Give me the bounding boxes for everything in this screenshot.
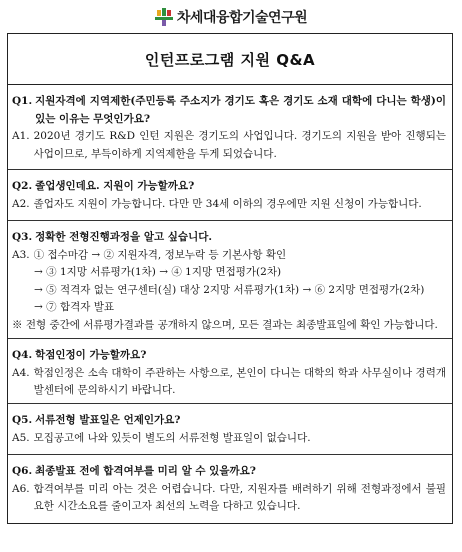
question-text: 서류전형 발표일은 언제인가요? (35, 414, 181, 426)
answer-text: 모집공고에 나와 있듯이 별도의 서류전형 발표일이 없습니다. (33, 431, 311, 444)
qa-item-4 (8, 339, 452, 404)
org-name: 차세대융합기술연구원 (176, 10, 308, 26)
answer-row (12, 196, 446, 214)
answer-row (12, 247, 446, 265)
question-row (12, 463, 446, 481)
qa-item-5 (8, 404, 452, 455)
qa-document (7, 33, 453, 524)
question-prefix: Q2. (12, 180, 33, 192)
process-note: ※ 전형 중간에 서류평가결과를 공개하지 않으며, 모든 결과는 최종발표일에 확인 가능합니다. (12, 318, 438, 331)
answer-prefix: A6. (12, 482, 30, 495)
answer-text: 졸업자도 지원이 가능합니다. 다만 만 34세 이하의 경우에만 지원 신청이 가능합니다. (33, 197, 422, 210)
answer-row (12, 365, 446, 400)
page-title: 인턴프로그램 지원 Q&A (144, 50, 316, 69)
answer-text: 학점인정은 소속 대학이 주관하는 사항으로, 본인이 다니는 대학의 학과 사무실이나 경력개발센터에 문의하시기 바랍니다. (33, 366, 446, 396)
answer-prefix: A3. (12, 248, 30, 261)
question-prefix: Q5. (12, 414, 33, 426)
qa-item-1 (8, 85, 452, 170)
institute-logo-icon (155, 8, 173, 26)
question-text: 최종발표 전에 합격여부를 미리 알 수 있을까요? (35, 465, 256, 477)
process-step: → ⑤ 적격자 없는 연구센터(실) 대상 2지망 서류평가(1차) → ⑥ 2지망 면접평가(2차) (34, 283, 425, 296)
answer-prefix: A4. (12, 366, 30, 379)
question-text: 졸업생인데요. 지원이 가능할까요? (35, 180, 195, 192)
qa-item-2 (8, 170, 452, 221)
answer-prefix: A2. (12, 197, 30, 210)
question-prefix: Q6. (12, 465, 33, 477)
answer-text: 합격여부를 미리 아는 것은 어렵습니다. 다만, 지원자를 배려하기 위해 전형과정에서 불필요한 시간소요를 줄이고자 최선의 노력을 다하고 있습니다. (33, 482, 446, 512)
question-prefix: Q4. (12, 349, 33, 361)
qa-item-3 (8, 221, 452, 339)
question-row (12, 229, 446, 247)
question-text: 정확한 전형진행과정을 알고 싶습니다. (35, 231, 213, 243)
question-text: 지원자격에 지역제한(주민등록 주소지가 경기도 혹은 경기도 소재 대학에 다니는 학생)이 있는 이유는 무엇인가요? (35, 95, 446, 125)
page-header (0, 4, 462, 30)
process-step: → ⑦ 합격자 발표 (34, 301, 115, 313)
answer-text: ① 접수마감 → ② 지원자격, 정보누락 등 기본사항 확인 (33, 248, 287, 261)
qa-item-6 (8, 455, 452, 523)
answer-prefix: A5. (12, 431, 30, 444)
title-box (8, 34, 452, 85)
answer-row (12, 430, 446, 448)
question-row (12, 412, 446, 430)
question-text: 학점인정이 가능할까요? (35, 349, 147, 361)
answer-text: 2020년 경기도 R&D 인턴 지원은 경기도의 사업입니다. 경기도의 지원을 받아 진행되는 사업이므로, 부득이하게 지역제한을 두게 되었습니다. (33, 130, 446, 160)
answer-prefix: A1. (12, 130, 30, 142)
answer-row (12, 481, 446, 516)
process-step: → ③ 1지망 서류평가(1차) → ④ 1지망 면접평가(2차) (34, 266, 282, 278)
question-row (12, 93, 446, 128)
question-prefix: Q1. (12, 95, 33, 107)
answer-row (12, 128, 446, 163)
question-row (12, 178, 446, 196)
question-row (12, 347, 446, 365)
question-prefix: Q3. (12, 231, 33, 243)
